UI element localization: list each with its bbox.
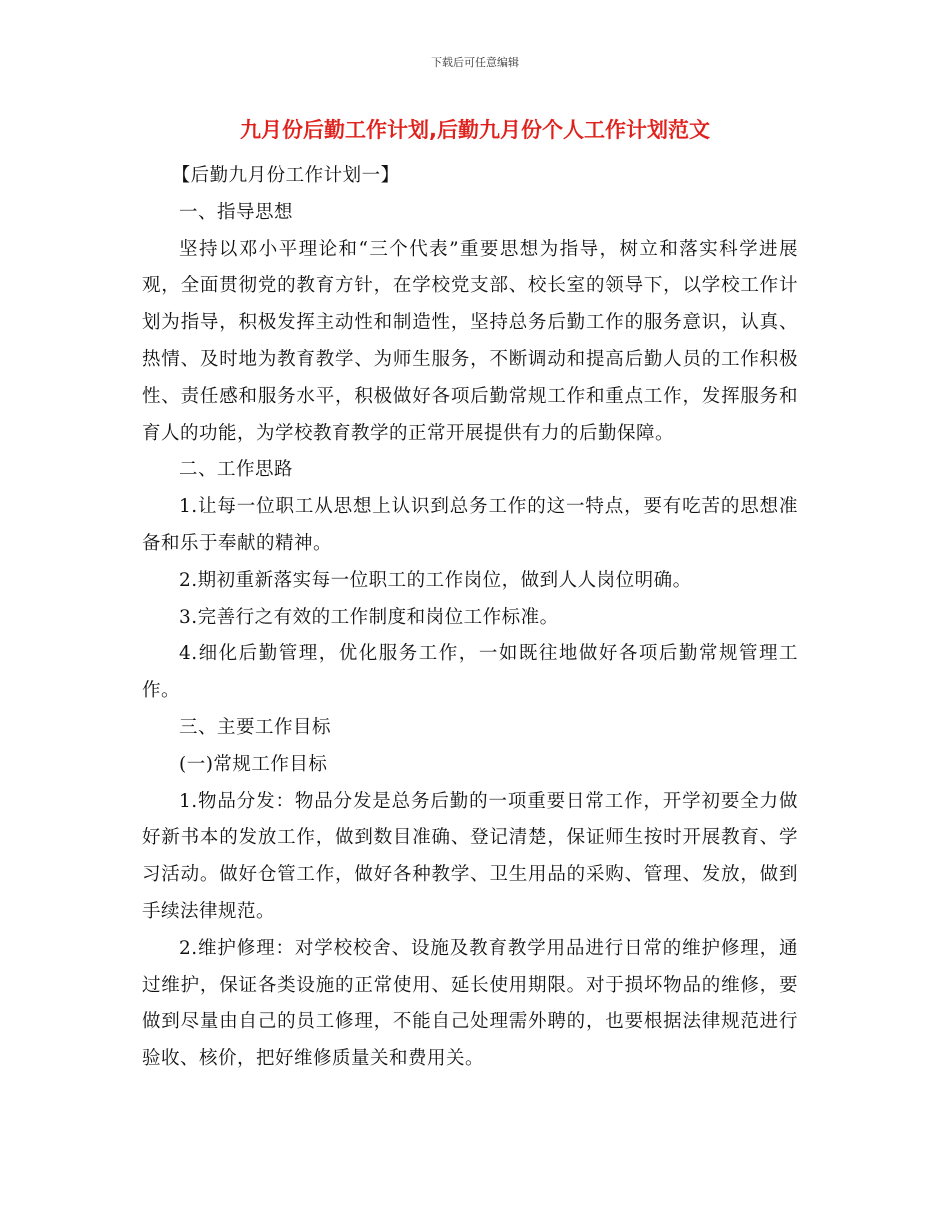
paragraph: 2.维护修理：对学校校舍、设施及教育教学用品进行日常的维护修理，通过维护，保证各类设施的正常使用、延长使用期限。对于损坏物品的维修，要做到尽量由自己的员工修理，不能自己处理需外聘的，也要根据法律规范进行验收、核价，把好维修质量关和费用关。 — [142, 937, 798, 1070]
paragraph: 坚持以邓小平理论和“三个代表”重要思想为指导，树立和落实科学进展观，全面贯彻党的教育方针，在学校党支部、校长室的领导下，以学校工作计划为指导，积极发挥主动性和制造性，坚持总务后勤工作的服务意识，认真、热情、及时地为教育教学、为师生服务，不断调动和提高后勤人员的工作积极性、责任感和服务水平，积极做好各项后勤常规工作和重点工作，发挥服务和育人的功能，为学校教育教学的正常开展提供有力的后勤保障。 — [142, 238, 798, 444]
subsection-heading-routine-goals: (一)常规工作目标 — [179, 753, 328, 775]
paragraph: 1.让每一位职工从思想上认识到总务工作的这一特点，要有吃苦的思想准备和乐于奉献的精神。 — [142, 496, 798, 554]
paragraph: 3.完善行之有效的工作制度和岗位工作标准。 — [179, 606, 559, 628]
document-title: 九月份后勤工作计划,后勤九月份个人工作计划范文 — [240, 118, 710, 142]
section-heading-work-approach: 二、工作思路 — [179, 459, 294, 481]
header-note: 下载后可任意编辑 — [431, 56, 519, 69]
document-body — [142, 158, 798, 1078]
section-heading-plan-one: 【后勤九月份工作计划一】 — [171, 165, 400, 186]
paragraph: 1.物品分发：物品分发是总务后勤的一项重要日常工作，开学初要全力做好新书本的发放工作，做到数目准确、登记清楚，保证师生按时开展教育、学习活动。做好仓管工作，做好各种教学、卫生用品的采购、管理、发放，做到手续法律规范。 — [142, 790, 798, 922]
paragraph: 4.细化后勤管理，优化服务工作，一如既往地做好各项后勤常规管理工作。 — [142, 643, 798, 702]
section-heading-main-goals: 三、主要工作目标 — [179, 716, 332, 738]
section-heading-guiding-ideology: 一、指导思想 — [179, 201, 294, 223]
paragraph: 2.期初重新落实每一位职工的工作岗位，做到人人岗位明确。 — [179, 569, 692, 591]
